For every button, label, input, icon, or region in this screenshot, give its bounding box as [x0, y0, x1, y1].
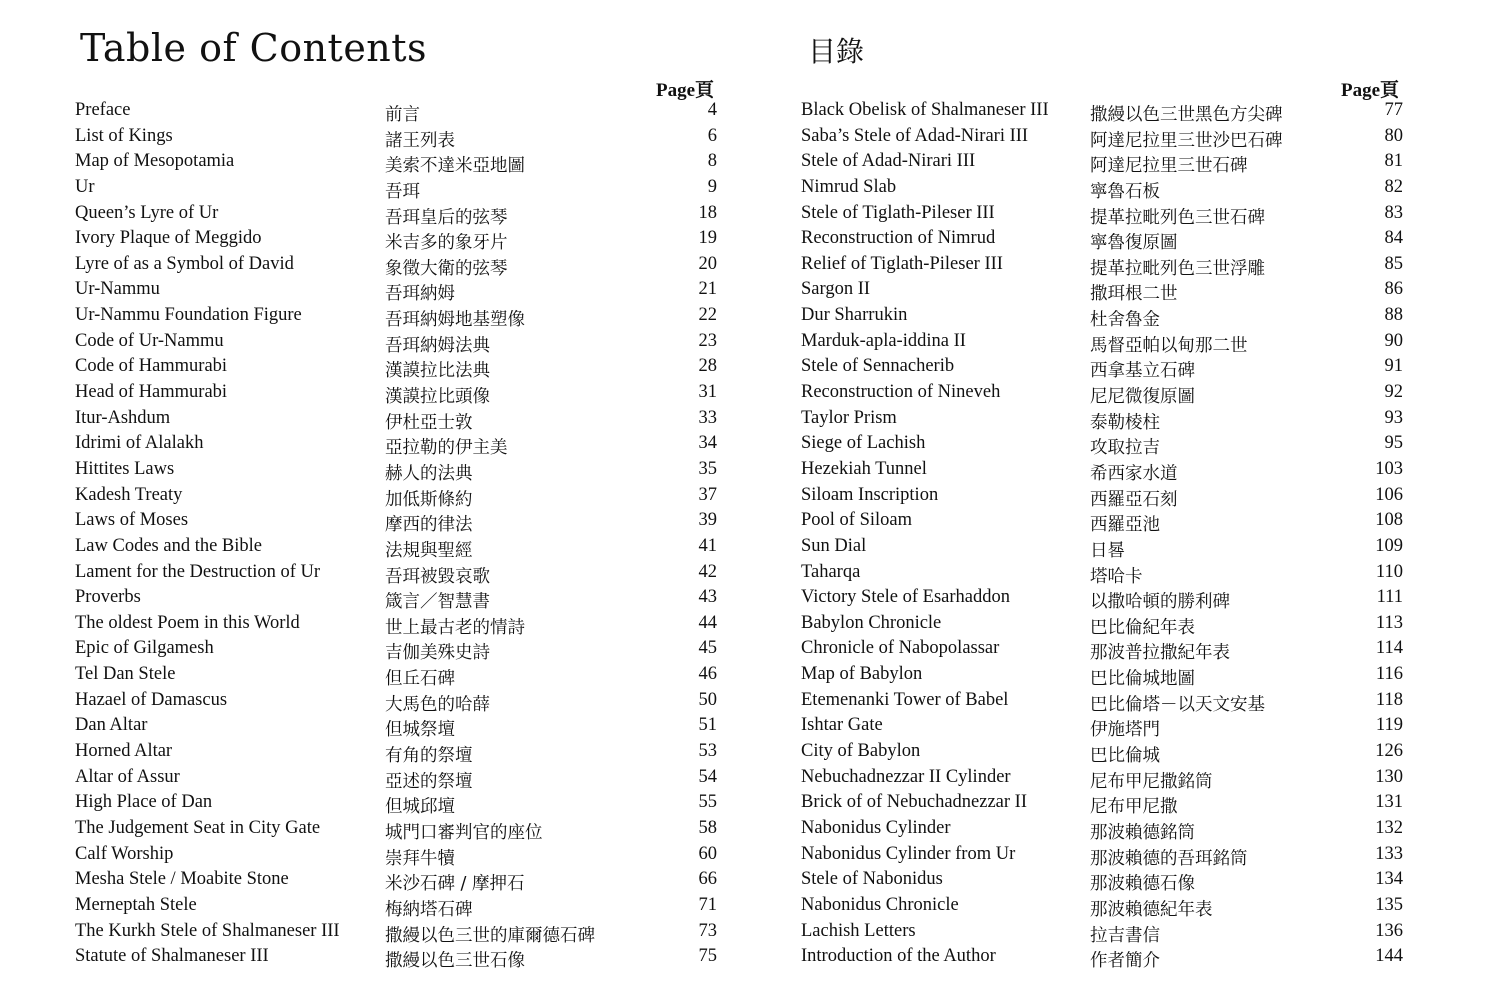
entry-title-english: Horned Altar [75, 741, 173, 762]
toc-entry[interactable] [75, 765, 717, 791]
page-title: Table of Contents [80, 26, 428, 70]
toc-entry[interactable] [75, 226, 717, 252]
toc-entry[interactable] [801, 124, 1403, 150]
toc-entry[interactable] [75, 201, 717, 227]
entry-title-chinese: 法規與聖經 [385, 540, 473, 561]
entry-title-english: Laws of Moses [75, 510, 189, 531]
entry-title-chinese: 有角的祭壇 [385, 746, 473, 767]
entry-page-number: 126 [1375, 741, 1403, 762]
toc-entry[interactable] [75, 790, 717, 816]
entry-title-chinese: 赫人的法典 [385, 463, 473, 484]
entry-page-number: 51 [698, 715, 717, 736]
toc-entry[interactable] [801, 765, 1403, 791]
entry-title-english: Preface [75, 100, 131, 120]
page-column-header: Page頁 [656, 80, 715, 101]
toc-list [75, 98, 717, 970]
entry-title-english: The oldest Poem in this World [75, 612, 300, 633]
toc-entry[interactable] [75, 303, 717, 329]
page-column-header: Page頁 [1341, 80, 1400, 101]
entry-page-number: 58 [698, 817, 717, 838]
entry-title-chinese: 漢謨拉比法典 [385, 361, 490, 382]
toc-entry[interactable] [75, 585, 717, 611]
entry-title-english: Dan Altar [75, 715, 148, 736]
entry-title-english: Chronicle of Nabopolassar [801, 638, 1000, 659]
entry-title-chinese: 那波賴德紀年表 [1090, 899, 1213, 920]
entry-title-chinese: 米沙石碑 / 摩押石 [385, 874, 525, 895]
entry-title-chinese: 尼尼微復原圖 [1090, 387, 1195, 408]
entry-title-chinese: 巴比倫城 [1090, 746, 1160, 767]
entry-page-number: 60 [698, 843, 717, 864]
toc-entry[interactable] [801, 329, 1403, 355]
entry-page-number: 111 [1376, 587, 1403, 608]
entry-page-number: 44 [698, 612, 717, 633]
entry-title-chinese: 伊杜亞士敦 [385, 412, 473, 433]
entry-page-number: 9 [707, 176, 717, 197]
entry-title-english: Stele of Tiglath-Pileser III [801, 202, 995, 223]
entry-page-number: 50 [698, 689, 717, 710]
toc-entry[interactable] [801, 534, 1403, 560]
toc-entry[interactable] [801, 560, 1403, 586]
entry-page-number: 118 [1375, 689, 1403, 710]
entry-page-number: 34 [698, 433, 717, 454]
entry-title-chinese: 提革拉毗列色三世石碑 [1090, 207, 1265, 228]
entry-page-number: 135 [1375, 894, 1403, 915]
toc-entry[interactable] [75, 688, 717, 714]
entry-page-number: 21 [698, 279, 717, 300]
toc-entry[interactable] [75, 662, 717, 688]
toc-entry[interactable] [801, 175, 1403, 201]
entry-title-english: Hezekiah Tunnel [801, 458, 927, 479]
toc-entry[interactable] [75, 534, 717, 560]
entry-title-chinese: 寧魯復原圖 [1090, 233, 1178, 254]
entry-title-english: The Kurkh Stele of Shalmaneser III [75, 920, 340, 941]
entry-page-number: 81 [1384, 151, 1403, 172]
toc-entry[interactable] [801, 713, 1403, 739]
entry-title-chinese: 亞述的祭壇 [385, 771, 473, 792]
entry-page-number: 109 [1375, 535, 1403, 556]
toc-entry[interactable] [801, 303, 1403, 329]
entry-title-chinese: 撒縵以色三世黑色方尖碑 [1090, 105, 1283, 125]
entry-title-english: Code of Hammurabi [75, 356, 228, 377]
entry-title-english: Siege of Lachish [801, 433, 926, 454]
toc-entry[interactable] [801, 201, 1403, 227]
entry-page-number: 144 [1375, 946, 1403, 967]
entry-page-number: 130 [1375, 766, 1403, 787]
entry-title-english: Etemenanki Tower of Babel [801, 689, 1009, 710]
toc-entry[interactable] [801, 662, 1403, 688]
entry-title-english: Ur-Nammu [75, 279, 160, 300]
entry-page-number: 39 [698, 510, 717, 531]
entry-page-number: 131 [1375, 792, 1403, 813]
entry-title-chinese: 拉吉書信 [1090, 925, 1160, 946]
toc-entry[interactable] [75, 124, 717, 150]
toc-entry[interactable] [801, 406, 1403, 432]
entry-title-english: Taharqa [801, 561, 861, 582]
toc-entry[interactable] [75, 867, 717, 893]
entry-title-chinese: 西羅亞石刻 [1090, 489, 1178, 510]
toc-entry[interactable] [75, 354, 717, 380]
entry-title-chinese: 提革拉毗列色三世浮雕 [1090, 258, 1265, 279]
entry-title-chinese: 巴比倫紀年表 [1090, 617, 1195, 638]
entry-title-chinese: 那波賴德的吾珥銘筒 [1090, 848, 1248, 869]
entry-page-number: 35 [698, 458, 717, 479]
toc-entry[interactable] [801, 149, 1403, 175]
toc-entry[interactable] [801, 636, 1403, 662]
entry-title-chinese: 吾珥納姆地基塑像 [385, 310, 525, 331]
toc-entry[interactable] [75, 816, 717, 842]
toc-entry[interactable] [75, 713, 717, 739]
entry-page-number: 88 [1384, 305, 1403, 326]
entry-title-english: Victory Stele of Esarhaddon [801, 587, 1011, 608]
entry-page-number: 73 [698, 920, 717, 941]
entry-title-english: Taylor Prism [801, 407, 897, 428]
entry-page-number: 19 [698, 228, 717, 249]
entry-title-chinese: 那波賴德石像 [1090, 874, 1195, 895]
entry-title-english: Map of Mesopotamia [75, 151, 235, 172]
entry-title-english: Lament for the Destruction of Ur [75, 561, 321, 582]
toc-entry[interactable] [801, 354, 1403, 380]
entry-title-english: Epic of Gilgamesh [75, 638, 214, 659]
entry-title-chinese: 世上最古老的情詩 [385, 617, 525, 638]
entry-title-chinese: 美索不達米亞地圖 [385, 156, 525, 177]
entry-page-number: 43 [698, 587, 717, 608]
entry-title-chinese: 泰勒棱柱 [1090, 412, 1160, 433]
entry-page-number: 82 [1384, 176, 1403, 197]
entry-page-number: 6 [707, 125, 717, 146]
entry-title-english: Ishtar Gate [801, 715, 883, 736]
toc-entry[interactable] [801, 893, 1403, 919]
entry-page-number: 132 [1375, 817, 1403, 838]
toc-entry[interactable] [801, 252, 1403, 278]
entry-page-number: 85 [1384, 253, 1403, 274]
entry-title-chinese: 巴比倫塔－以天文安基 [1090, 694, 1265, 715]
toc-entry[interactable] [801, 919, 1403, 945]
toc-entry[interactable] [75, 149, 717, 175]
entry-title-english: Reconstruction of Nineveh [801, 382, 1001, 403]
entry-title-chinese: 米吉多的象牙片 [385, 233, 508, 254]
entry-title-chinese: 吉伽美殊史詩 [385, 643, 490, 664]
entry-page-number: 55 [698, 792, 717, 813]
entry-title-chinese: 吾珥 [385, 181, 420, 202]
entry-title-chinese: 尼布甲尼撒 [1090, 797, 1178, 818]
entry-title-english: Stele of Adad-Nirari III [801, 151, 976, 172]
toc-entry[interactable] [801, 790, 1403, 816]
entry-page-number: 106 [1375, 484, 1403, 505]
entry-page-number: 8 [707, 151, 717, 172]
entry-title-chinese: 馬督亞帕以甸那二世 [1090, 335, 1248, 356]
toc-entry[interactable] [75, 893, 717, 919]
entry-page-number: 33 [698, 407, 717, 428]
entry-title-chinese: 杜舍魯金 [1090, 310, 1160, 331]
entry-title-chinese: 前言 [385, 105, 420, 125]
entry-title-english: The Judgement Seat in City Gate [75, 817, 321, 838]
entry-title-chinese: 塔哈卡 [1090, 566, 1143, 587]
entry-page-number: 91 [1384, 356, 1403, 377]
entry-title-chinese: 西羅亞池 [1090, 515, 1160, 536]
entry-title-chinese: 西拿基立石碑 [1090, 361, 1195, 382]
entry-title-chinese: 那波普拉撒紀年表 [1090, 643, 1230, 664]
entry-title-english: Kadesh Treaty [75, 484, 183, 505]
entry-title-english: Relief of Tiglath-Pileser III [801, 253, 1003, 274]
entry-page-number: 136 [1375, 920, 1403, 941]
entry-title-chinese: 以撒哈頓的勝利碑 [1090, 592, 1230, 613]
toc-entry[interactable] [75, 483, 717, 509]
entry-title-chinese: 漢謨拉比頭像 [385, 387, 490, 408]
entry-title-chinese: 崇拜牛犢 [385, 848, 455, 869]
entry-title-english: Dur Sharrukin [801, 305, 908, 326]
entry-title-english: Code of Ur-Nammu [75, 330, 224, 351]
entry-page-number: 54 [698, 766, 717, 787]
toc-entry[interactable] [75, 842, 717, 868]
entry-title-english: Nimrud Slab [801, 176, 897, 197]
entry-title-english: Statute of Shalmaneser III [75, 946, 269, 967]
entry-title-english: Mesha Stele / Moabite Stone [75, 869, 289, 890]
toc-entry[interactable] [75, 380, 717, 406]
entry-title-chinese: 大馬色的哈薛 [385, 694, 490, 715]
toc-entry[interactable] [801, 431, 1403, 457]
entry-title-english: Stele of Nabonidus [801, 869, 943, 890]
toc-entry[interactable] [801, 842, 1403, 868]
entry-page-number: 45 [698, 638, 717, 659]
entry-title-chinese: 吾珥納姆 [385, 284, 455, 305]
entry-title-english: Nabonidus Cylinder [801, 817, 951, 838]
entry-title-english: High Place of Dan [75, 792, 213, 813]
entry-title-english: Saba’s Stele of Adad-Nirari III [801, 125, 1029, 146]
toc-entry[interactable] [801, 739, 1403, 765]
toc-entry[interactable] [75, 277, 717, 303]
entry-title-chinese: 箴言／智慧書 [385, 592, 490, 613]
entry-page-number: 90 [1384, 330, 1403, 351]
entry-page-number: 41 [698, 535, 717, 556]
entry-page-number: 66 [698, 869, 717, 890]
entry-page-number: 71 [698, 894, 717, 915]
entry-title-english: Sargon II [801, 279, 871, 300]
entry-title-chinese: 寧魯石板 [1090, 181, 1160, 202]
entry-title-english: Babylon Chronicle [801, 612, 942, 633]
entry-page-number: 93 [1384, 407, 1403, 428]
entry-title-english: Reconstruction of Nimrud [801, 228, 996, 249]
entry-title-chinese: 阿達尼拉里三世石碑 [1090, 156, 1248, 177]
entry-title-english: Black Obelisk of Shalmaneser III [801, 100, 1049, 120]
entry-title-chinese: 亞拉勒的伊主美 [385, 438, 508, 459]
entry-title-chinese: 撒縵以色三世的庫爾德石碑 [385, 925, 595, 946]
toc-entry[interactable] [801, 226, 1403, 252]
entry-title-english: Itur-Ashdum [75, 407, 171, 428]
toc-entry[interactable] [801, 457, 1403, 483]
entry-title-chinese: 梅納塔石碑 [385, 899, 473, 920]
entry-title-chinese: 日晷 [1090, 540, 1125, 561]
toc-entry[interactable] [75, 508, 717, 534]
entry-page-number: 75 [698, 946, 717, 967]
toc-entry[interactable] [801, 585, 1403, 611]
entry-title-chinese: 作者簡介 [1090, 951, 1160, 972]
entry-title-english: List of Kings [75, 125, 173, 146]
entry-title-chinese: 撒珥根二世 [1090, 284, 1178, 305]
entry-title-english: Queen’s Lyre of Ur [75, 202, 219, 223]
entry-page-number: 18 [698, 202, 717, 223]
entry-title-english: Altar of Assur [75, 766, 180, 787]
toc-list [801, 98, 1403, 970]
entry-title-english: Stele of Sennacherib [801, 356, 955, 377]
toc-entry[interactable] [75, 636, 717, 662]
entry-title-english: Marduk-apla-iddina II [801, 330, 966, 351]
entry-title-chinese: 諸王列表 [385, 130, 455, 151]
toc-entry[interactable] [801, 944, 1403, 970]
entry-title-english: Ur-Nammu Foundation Figure [75, 305, 302, 326]
entry-page-number: 22 [698, 305, 717, 326]
entry-title-chinese: 攻取拉吉 [1090, 438, 1160, 459]
entry-title-chinese: 阿達尼拉里三世沙巴石碑 [1090, 130, 1283, 151]
toc-entry[interactable] [801, 611, 1403, 637]
entry-page-number: 113 [1375, 612, 1403, 633]
entry-page-number: 37 [698, 484, 717, 505]
entry-page-number: 31 [698, 382, 717, 403]
entry-title-chinese: 吾珥納姆法典 [385, 335, 490, 356]
entry-title-chinese: 城門口審判官的座位 [385, 822, 543, 843]
toc-entry[interactable] [75, 560, 717, 586]
right-page [750, 0, 1500, 1000]
entry-page-number: 20 [698, 253, 717, 274]
entry-title-english: Head of Hammurabi [75, 382, 228, 403]
entry-title-english: Ur [75, 176, 95, 197]
entry-page-number: 46 [698, 664, 717, 685]
entry-page-number: 84 [1384, 228, 1403, 249]
entry-title-english: Pool of Siloam [801, 510, 913, 531]
entry-page-number: 133 [1375, 843, 1403, 864]
entry-title-chinese: 巴比倫城地圖 [1090, 669, 1195, 690]
entry-title-english: Ivory Plaque of Meggido [75, 228, 262, 249]
entry-title-chinese: 象徵大衛的弦琴 [385, 258, 508, 279]
entry-page-number: 116 [1375, 664, 1403, 685]
entry-page-number: 92 [1384, 382, 1403, 403]
entry-page-number: 4 [707, 100, 717, 120]
entry-title-chinese: 但丘石碑 [385, 669, 455, 690]
entry-title-english: Merneptah Stele [75, 894, 197, 915]
toc-entry[interactable] [75, 457, 717, 483]
entry-page-number: 119 [1375, 715, 1403, 736]
entry-title-english: Tel Dan Stele [75, 664, 176, 685]
entry-page-number: 80 [1384, 125, 1403, 146]
toc-entry[interactable] [801, 867, 1403, 893]
entry-page-number: 95 [1384, 433, 1403, 454]
entry-title-english: Map of Babylon [801, 664, 923, 685]
toc-entry[interactable] [801, 380, 1403, 406]
entry-title-english: Lachish Letters [801, 920, 916, 941]
entry-page-number: 134 [1375, 869, 1403, 890]
entry-page-number: 42 [698, 561, 717, 582]
entry-title-english: Nebuchadnezzar II Cylinder [801, 766, 1011, 787]
toc-entry[interactable] [801, 277, 1403, 303]
entry-title-english: City of Babylon [801, 741, 921, 762]
toc-entry[interactable] [801, 98, 1403, 124]
entry-title-english: Hittites Laws [75, 458, 175, 479]
entry-page-number: 114 [1375, 638, 1403, 659]
entry-title-chinese: 摩西的律法 [385, 515, 473, 536]
toc-entry[interactable] [75, 98, 717, 124]
entry-page-number: 28 [698, 356, 717, 377]
entry-title-english: Calf Worship [75, 843, 174, 864]
toc-entry[interactable] [75, 944, 717, 970]
entry-page-number: 83 [1384, 202, 1403, 223]
entry-title-english: Siloam Inscription [801, 484, 939, 505]
entry-title-chinese: 撒縵以色三世石像 [385, 951, 525, 972]
entry-title-chinese: 吾珥皇后的弦琴 [385, 207, 508, 228]
entry-title-english: Sun Dial [801, 535, 867, 556]
toc-entry[interactable] [75, 252, 717, 278]
entry-title-chinese: 但城祭壇 [385, 720, 455, 741]
entry-title-english: Nabonidus Cylinder from Ur [801, 843, 1016, 864]
entry-page-number: 86 [1384, 279, 1403, 300]
entry-title-english: Proverbs [75, 587, 141, 608]
entry-page-number: 108 [1375, 510, 1403, 531]
entry-page-number: 110 [1375, 561, 1403, 582]
entry-title-english: Introduction of the Author [801, 946, 996, 967]
toc-entry[interactable] [801, 508, 1403, 534]
entry-title-chinese: 希西家水道 [1090, 463, 1178, 484]
toc-entry[interactable] [75, 329, 717, 355]
entry-title-chinese: 那波賴德銘筒 [1090, 822, 1195, 843]
entry-page-number: 23 [698, 330, 717, 351]
entry-title-english: Nabonidus Chronicle [801, 894, 959, 915]
entry-title-english: Lyre of as a Symbol of David [75, 253, 294, 274]
entry-page-number: 103 [1375, 458, 1403, 479]
toc-entry[interactable] [75, 431, 717, 457]
toc-entry[interactable] [75, 175, 717, 201]
toc-entry[interactable] [801, 483, 1403, 509]
entry-title-chinese: 伊施塔門 [1090, 720, 1160, 741]
entry-title-english: Law Codes and the Bible [75, 535, 263, 556]
toc-entry[interactable] [75, 739, 717, 765]
entry-title-english: Brick of of Nebuchadnezzar II [801, 792, 1027, 813]
page-title-chinese: 目錄 [808, 35, 865, 68]
toc-entry[interactable] [801, 816, 1403, 842]
toc-entry[interactable] [75, 406, 717, 432]
entry-title-chinese: 但城邱壇 [385, 797, 455, 818]
entry-title-english: Hazael of Damascus [75, 689, 228, 710]
entry-title-chinese: 加低斯條約 [385, 489, 473, 510]
toc-entry[interactable] [801, 688, 1403, 714]
entry-title-chinese: 吾珥被毀哀歌 [385, 566, 490, 587]
entry-title-english: Idrimi of Alalakh [75, 433, 204, 454]
entry-page-number: 77 [1384, 100, 1403, 120]
entry-page-number: 53 [698, 741, 717, 762]
toc-entry[interactable] [75, 919, 717, 945]
entry-title-chinese: 尼布甲尼撒銘筒 [1090, 771, 1213, 792]
toc-entry[interactable] [75, 611, 717, 637]
